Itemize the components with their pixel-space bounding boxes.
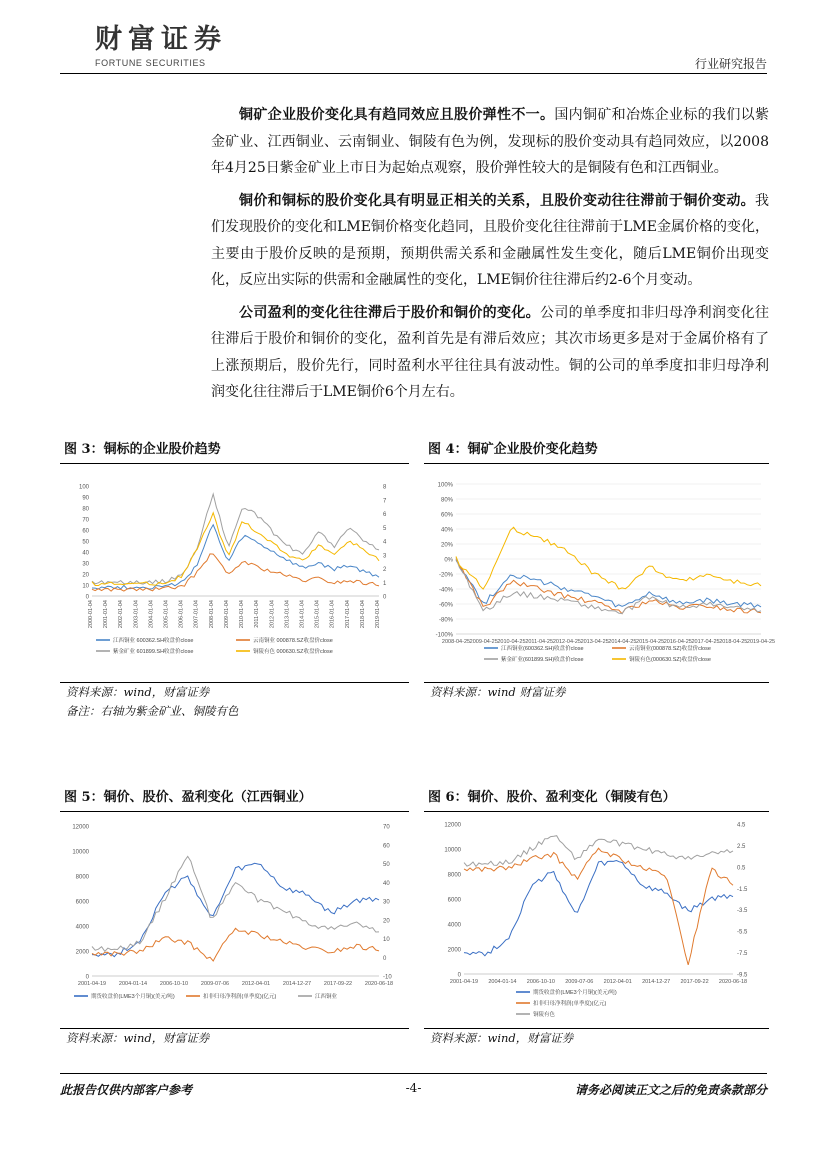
y-tick-label-left: 40 [82,550,89,557]
y-tick-label-right: 0.5 [737,865,746,872]
figure-4-title: 图 4：铜矿企业股价变化趋势 [424,441,769,464]
logo-en: FORTUNE SECURITIES [95,58,206,68]
y-tick-label-left: 40% [440,527,453,534]
x-tick-label: 2012-04-25 [552,639,581,645]
legend-label-3: 铜陵有色 [533,1012,556,1018]
y-tick-label-left: 30 [82,561,89,568]
x-tick-label: 2008-01-04 [208,600,215,629]
x-tick-label: 2017-04-25 [691,639,720,645]
figure-6-title: 图 6：铜价、股价、盈利变化（铜陵有色） [424,789,769,812]
x-tick-label: 2017-01-04 [344,600,351,629]
y-tick-label-left: 60% [440,512,453,519]
y-tick-label-left: 70 [82,517,89,524]
x-tick-label: 2012-04-01 [241,981,271,987]
x-tick-label: 2019-01-04 [375,600,381,629]
x-tick-label: 2016-04-25 [663,639,692,645]
y-tick-label-left: -100% [435,632,453,639]
figure-6-chart [424,812,769,1028]
y-tick-label-left: 10 [82,583,89,590]
x-tick-label: 2002-01-04 [118,600,125,629]
y-tick-label-left: 20 [82,572,89,579]
y-tick-label-right: 40 [383,880,390,887]
y-tick-label-right: 3 [383,553,387,560]
y-tick-label-right: -7.5 [737,951,748,958]
x-tick-label: 2013-01-04 [284,600,291,629]
y-tick-label-left: 0 [85,594,89,601]
y-tick-label-left: 20% [440,542,453,549]
series-line-1 [92,863,379,956]
y-tick-label-right: 6 [383,512,387,518]
series-line-2 [92,554,379,591]
x-tick-label: 2018-04-25 [719,639,748,645]
x-tick-label: 2012-01-04 [269,600,276,629]
paragraph-2 [211,188,769,294]
x-tick-label: 2005-01-04 [163,600,170,629]
y-tick-label-right: 0 [383,594,387,601]
y-tick-label-right: 2.5 [737,843,746,850]
x-tick-label: 2014-12-27 [642,979,671,985]
y-tick-label-left: 80% [440,497,453,504]
y-tick-label-left: 12000 [72,824,89,831]
series-line-1 [92,525,379,589]
x-tick-label: 2001-01-04 [103,600,110,629]
y-tick-label-right: 0 [383,955,387,962]
x-tick-label: 2007-01-04 [193,600,200,629]
x-tick-label: 2009-04-25 [469,639,498,645]
y-tick-label-right: 5 [383,525,387,532]
paragraph-3 [211,300,769,406]
report-type: 行业研究报告 [694,57,767,71]
x-tick-label: 2009-01-04 [223,600,230,629]
legend-label-3: 江西铜业 [315,994,338,1000]
y-tick-label-right: 4.5 [737,822,746,829]
y-tick-label-right: -10 [383,974,392,981]
y-tick-label-left: 6000 [447,897,461,904]
y-tick-label-right: 7 [383,498,387,505]
x-tick-label: 2019-04-25 [746,639,776,645]
x-tick-label: 2014-12-27 [282,981,312,987]
x-tick-label: 2001-04-19 [77,981,107,987]
x-tick-label: 2001-04-19 [449,979,479,985]
y-tick-label-right: 4 [383,539,387,546]
y-tick-label-right: -5.5 [737,929,748,936]
figure-5 [60,789,409,1048]
x-tick-label: 2013-04-25 [580,639,609,645]
figure-5-title: 图 5：铜价、股价、盈利变化（江西铜业） [60,789,409,812]
x-tick-label: 2017-09-22 [680,979,709,985]
y-tick-label-left: 10000 [444,847,461,854]
x-tick-label: 2016-01-04 [329,600,336,629]
x-tick-label: 2010-04-25 [497,639,526,645]
y-tick-label-left: -60% [438,602,453,609]
paragraph-2-lead: 铜价和铜标的股价变化具有明显正相关的关系，且股价变动往往滞前于铜价变动。 [239,192,755,209]
x-tick-label: 2011-04-25 [525,639,554,645]
legend-label-1: 江西铜业(600362.SH)收盘价close [501,646,584,652]
y-tick-label-left: 12000 [444,822,461,829]
y-tick-label-left: 2000 [447,947,461,954]
figure-6-source: 资料来源：wind，财富证券 [430,1031,574,1045]
legend-label-3: 紫金矿业 601899.SH收盘价close [113,649,194,655]
series-line-2 [464,848,733,965]
y-tick-label-left: 2000 [75,949,89,956]
y-tick-label-left: 0 [85,974,89,981]
legend-label-2: 扣非归母净利润(单季度)(亿元) [203,994,277,1000]
figure-3 [60,441,409,721]
legend-label-1: 江西铜业 600362.SH收盘价close [113,638,194,644]
figure-3-chart-box [60,464,409,683]
footer-divider [60,1073,767,1074]
figure-5-source: 资料来源：wind，财富证券 [66,1031,210,1045]
x-tick-label: 2000-01-04 [88,600,94,629]
x-tick-label: 2014-04-25 [608,639,637,645]
x-tick-label: 2017-09-22 [323,981,353,987]
y-tick-label-right: 20 [383,918,390,925]
x-tick-label: 2012-04-01 [603,979,632,985]
y-tick-label-left: 50 [82,539,89,546]
x-tick-label: 2008-04-25 [441,639,471,645]
y-tick-label-left: 100% [437,482,453,489]
figure-6-chart-box [424,812,769,1029]
paragraph-1 [211,102,769,182]
figure-3-chart [60,464,409,682]
y-tick-label-left: 4000 [75,924,89,931]
legend-label-4: 铜陵有色(000630.SZ)收盘价close [629,657,711,663]
y-tick-label-left: -40% [438,587,453,594]
x-tick-label: 2020-06-18 [364,981,394,987]
legend-label-3: 紫金矿业(601899.SH)收盘价close [501,657,584,663]
series-line-4 [456,527,761,589]
legend-label-2: 云南铜业(000878.SZ)收盘价close [629,646,711,652]
y-tick-label-left: 8000 [447,872,461,879]
company-logo [95,24,255,68]
y-tick-label-right: -1.5 [737,886,748,893]
y-tick-label-right: -3.5 [737,908,748,915]
y-tick-label-left: -80% [438,617,453,624]
x-tick-label: 2014-01-04 [299,600,306,629]
x-tick-label: 2010-01-04 [239,600,246,629]
paragraph-2-text: 我们发现股价的变化和LME铜价格变化趋同，且股价变化往往滞前于LME金属价格的变化，主要由于股价反映的是预期，预期供需关系和金融属性发生变化，随后LME铜价出现变化，反应出实际的供需和金融属性的变化，LME铜价往往滞后约2-6个月变动。 [211,192,769,288]
legend-label-4: 铜陵有色 000630.SZ收盘价close [253,649,333,655]
figure-4-source: 资料来源：wind 财富证券 [430,685,566,699]
y-tick-label-left: 0% [444,557,453,564]
y-tick-label-left: 4000 [447,922,461,929]
y-tick-label-right: 70 [383,824,390,831]
paragraph-3-lead: 公司盈利的变化往往滞后于股价和铜价的变化。 [239,304,540,321]
x-tick-label: 2006-10-10 [159,981,189,987]
y-tick-label-right: 8 [383,484,387,491]
figure-5-chart-box [60,812,409,1029]
x-tick-label: 2004-01-14 [118,981,148,987]
footer-disclaimer-left: 此报告仅供内部客户参考 [60,1083,193,1097]
x-tick-label: 2020-06-18 [718,979,748,985]
x-tick-label: 2009-07-06 [565,979,594,985]
page-number: -4- [405,1081,422,1095]
series-line-1 [464,861,733,956]
y-tick-label-left: 6000 [75,899,89,906]
series-line-4 [92,513,379,586]
footer-disclaimer-right: 请务必阅读正文之后的免责条款部分 [574,1083,767,1097]
y-tick-label-left: 90 [82,495,89,502]
x-tick-label: 2004-01-14 [488,979,517,985]
y-tick-label-left: 60 [82,528,89,535]
y-tick-label-right: 10 [383,937,390,943]
x-tick-label: 2015-04-25 [636,639,665,645]
header-divider [60,73,767,74]
x-tick-label: 2004-01-04 [148,600,155,629]
figure-3-source: 资料来源：wind，财富证券 [66,685,210,699]
y-tick-label-left: 0 [457,972,461,979]
y-tick-label-left: -20% [438,572,453,579]
logo-cn: 财富证券 [95,24,227,55]
paragraph-3-text: 公司的单季度扣非归母净利润变化往往滞后于股价和铜价的变化，盈利首先是有滞后效应；其次市场更多是对于金属价格有了上涨预期后，股价先行，同时盈利水平往往具有波动性。铜的公司的单季度扣非归母净利润变化往往滞后于LME铜价6个月左右。 [211,304,769,400]
x-tick-label: 2003-01-04 [133,600,140,629]
body-text [211,102,769,412]
y-tick-label-left: 80 [82,506,89,513]
x-tick-label: 2011-01-04 [254,600,261,628]
x-tick-label: 2015-01-04 [314,600,321,629]
paragraph-1-text: 国内铜矿和冶炼企业标的我们以紫金矿业、江西铜业、云南铜业、铜陵有色为例，发现标的股价变动具有趋同效应，以2008年4月25日紫金矿业上市日为起始点观察，股价弹性较大的是铜陵有色和江西铜业。 [211,107,770,176]
figure-4-chart-box [424,464,776,683]
y-tick-label-left: 8000 [75,874,89,881]
x-tick-label: 2009-07-06 [200,981,230,987]
figure-3-title: 图 3：铜标的企业股价趋势 [60,441,409,464]
y-tick-label-right: -9.5 [737,972,748,979]
y-tick-label-right: 60 [383,843,390,850]
y-tick-label-left: 100 [78,484,89,491]
figure-3-remark: 备注：右轴为紫金矿业、铜陵有色 [66,704,239,718]
legend-label-2: 云南铜业 000878.SZ收盘价close [253,638,333,644]
figure-4-chart [424,464,776,682]
y-tick-label-right: 1 [383,580,387,587]
legend-label-2: 扣非归母净利润(单季度)(亿元) [533,1001,607,1007]
legend-label-1: 期货收盘价(LME3个月铜)(美元/吨) [91,994,175,1000]
x-tick-label: 2018-01-04 [359,600,366,629]
legend-label-1: 期货收盘价(LME3个月铜)(美元/吨) [533,990,617,996]
figure-6 [424,789,769,1048]
y-tick-label-right: 50 [383,862,390,868]
x-tick-label: 2006-10-10 [526,979,555,985]
y-tick-label-left: 10000 [72,849,89,856]
figure-4 [424,441,776,702]
paragraph-1-lead: 铜矿企业股价变化具有趋同效应且股价弹性不一。 [239,107,555,123]
series-line-3 [92,856,379,951]
y-tick-label-right: 30 [383,899,390,906]
y-tick-label-right: 2 [383,567,387,573]
figure-5-chart [60,812,409,1028]
x-tick-label: 2006-01-04 [178,600,185,629]
